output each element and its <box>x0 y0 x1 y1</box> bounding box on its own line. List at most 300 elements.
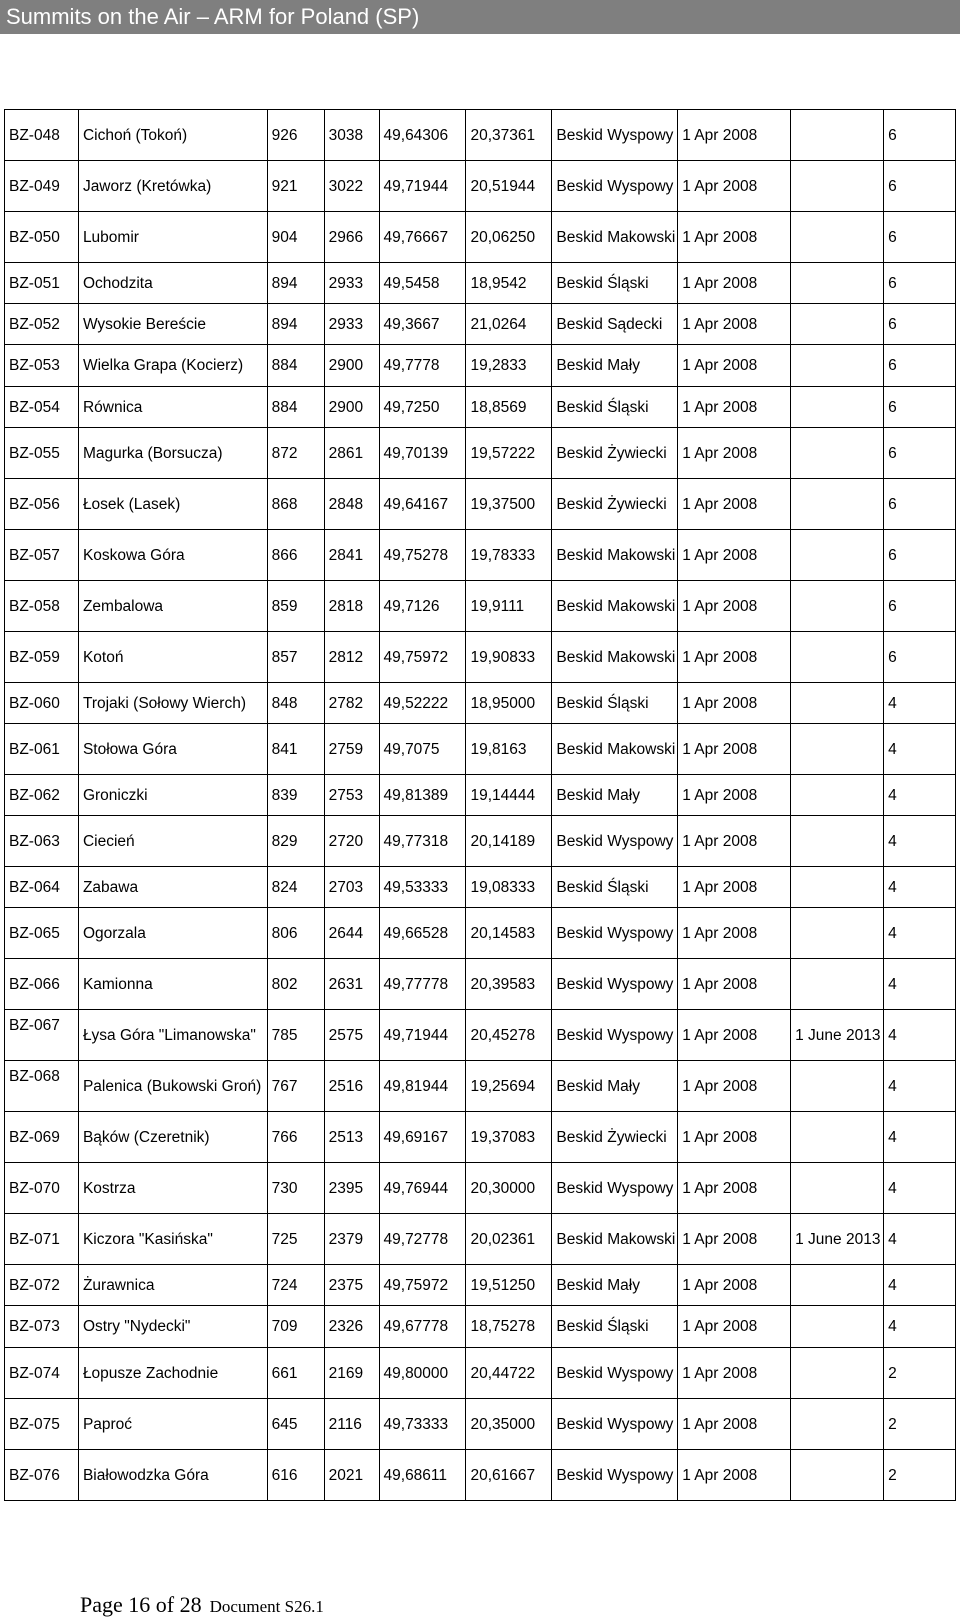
page-header-title: Summits on the Air – ARM for Poland (SP) <box>6 4 420 29</box>
longitude-cell: 19,57222 <box>466 428 552 479</box>
valid-from-cell: 1 Apr 2008 <box>678 632 791 683</box>
longitude-cell: 20,14583 <box>466 908 552 959</box>
longitude-cell: 18,9542 <box>466 263 552 304</box>
points-cell: 4 <box>884 1265 956 1306</box>
points-cell: 6 <box>884 632 956 683</box>
region-cell: Beskid Wyspowy <box>552 1348 678 1399</box>
table-row <box>5 110 956 161</box>
table-row <box>5 1399 956 1450</box>
valid-from-cell: 1 Apr 2008 <box>678 1163 791 1214</box>
points-cell: 4 <box>884 908 956 959</box>
valid-from-cell: 1 Apr 2008 <box>678 1399 791 1450</box>
valid-to-cell <box>791 775 884 816</box>
latitude-cell: 49,77778 <box>379 959 466 1010</box>
summit-ref-cell: BZ-065 <box>5 908 79 959</box>
valid-from-cell: 1 Apr 2008 <box>678 212 791 263</box>
table-row <box>5 530 956 581</box>
summit-ref-cell: BZ-068 <box>5 1061 79 1112</box>
latitude-cell: 49,76667 <box>379 212 466 263</box>
table-row <box>5 683 956 724</box>
latitude-cell: 49,81389 <box>379 775 466 816</box>
valid-to-cell <box>791 1061 884 1112</box>
height-ft-cell: 2966 <box>324 212 379 263</box>
latitude-cell: 49,7075 <box>379 724 466 775</box>
region-cell: Beskid Mały <box>552 345 678 387</box>
region-cell: Beskid Makowski <box>552 581 678 632</box>
longitude-cell: 20,44722 <box>466 1348 552 1399</box>
summit-ref-cell: BZ-066 <box>5 959 79 1010</box>
valid-to-cell: 1 June 2013 <box>791 1214 884 1265</box>
points-cell: 6 <box>884 530 956 581</box>
height-m-cell: 868 <box>267 479 324 530</box>
valid-to-cell: 1 June 2013 <box>791 1010 884 1061</box>
page-number: Page 16 of 28 <box>80 1592 202 1617</box>
summit-name-cell: Wysokie Bereście <box>78 304 267 345</box>
points-cell: 6 <box>884 345 956 387</box>
summit-table-body <box>5 110 956 1501</box>
valid-to-cell <box>791 1112 884 1163</box>
valid-from-cell: 1 Apr 2008 <box>678 775 791 816</box>
height-ft-cell: 2169 <box>324 1348 379 1399</box>
summit-ref-cell: BZ-056 <box>5 479 79 530</box>
table-row <box>5 632 956 683</box>
summit-name-cell: Łysa Góra "Limanowska" <box>78 1010 267 1061</box>
valid-from-cell: 1 Apr 2008 <box>678 263 791 304</box>
region-cell: Beskid Wyspowy <box>552 816 678 867</box>
points-cell: 4 <box>884 683 956 724</box>
height-m-cell: 866 <box>267 530 324 581</box>
height-ft-cell: 2703 <box>324 867 379 908</box>
region-cell: Beskid Wyspowy <box>552 161 678 212</box>
height-ft-cell: 2375 <box>324 1265 379 1306</box>
longitude-cell: 18,95000 <box>466 683 552 724</box>
valid-from-cell: 1 Apr 2008 <box>678 1061 791 1112</box>
latitude-cell: 49,71944 <box>379 161 466 212</box>
summit-ref-cell: BZ-074 <box>5 1348 79 1399</box>
points-cell: 6 <box>884 304 956 345</box>
height-ft-cell: 2848 <box>324 479 379 530</box>
table-row <box>5 1265 956 1306</box>
region-cell: Beskid Mały <box>552 1265 678 1306</box>
longitude-cell: 20,61667 <box>466 1450 552 1501</box>
region-cell: Beskid Makowski <box>552 632 678 683</box>
points-cell: 4 <box>884 1112 956 1163</box>
points-cell: 2 <box>884 1348 956 1399</box>
height-m-cell: 872 <box>267 428 324 479</box>
valid-from-cell: 1 Apr 2008 <box>678 959 791 1010</box>
height-ft-cell: 2116 <box>324 1399 379 1450</box>
latitude-cell: 49,75972 <box>379 632 466 683</box>
summit-name-cell: Palenica (Bukowski Groń) <box>78 1061 267 1112</box>
summit-ref-cell: BZ-053 <box>5 345 79 387</box>
latitude-cell: 49,64306 <box>379 110 466 161</box>
points-cell: 6 <box>884 428 956 479</box>
region-cell: Beskid Śląski <box>552 263 678 304</box>
table-row <box>5 816 956 867</box>
table-row <box>5 1348 956 1399</box>
table-row <box>5 1450 956 1501</box>
valid-from-cell: 1 Apr 2008 <box>678 1450 791 1501</box>
valid-to-cell <box>791 212 884 263</box>
height-ft-cell: 2818 <box>324 581 379 632</box>
valid-to-cell <box>791 110 884 161</box>
latitude-cell: 49,66528 <box>379 908 466 959</box>
height-ft-cell: 2812 <box>324 632 379 683</box>
latitude-cell: 49,7126 <box>379 581 466 632</box>
region-cell: Beskid Wyspowy <box>552 1010 678 1061</box>
table-row <box>5 581 956 632</box>
height-ft-cell: 2841 <box>324 530 379 581</box>
latitude-cell: 49,7250 <box>379 387 466 428</box>
height-ft-cell: 2759 <box>324 724 379 775</box>
height-ft-cell: 2513 <box>324 1112 379 1163</box>
summit-ref-cell: BZ-048 <box>5 110 79 161</box>
height-ft-cell: 2933 <box>324 304 379 345</box>
valid-to-cell <box>791 387 884 428</box>
table-row <box>5 1214 956 1265</box>
valid-to-cell <box>791 632 884 683</box>
height-m-cell: 921 <box>267 161 324 212</box>
region-cell: Beskid Śląski <box>552 387 678 428</box>
valid-to-cell <box>791 304 884 345</box>
region-cell: Beskid Żywiecki <box>552 428 678 479</box>
summit-ref-cell: BZ-067 <box>5 1010 79 1061</box>
valid-from-cell: 1 Apr 2008 <box>678 1010 791 1061</box>
valid-from-cell: 1 Apr 2008 <box>678 345 791 387</box>
longitude-cell: 19,8163 <box>466 724 552 775</box>
longitude-cell: 19,37500 <box>466 479 552 530</box>
summit-name-cell: Paproć <box>78 1399 267 1450</box>
summit-name-cell: Łosek (Lasek) <box>78 479 267 530</box>
height-m-cell: 884 <box>267 345 324 387</box>
valid-to-cell <box>791 1399 884 1450</box>
height-m-cell: 730 <box>267 1163 324 1214</box>
table-row <box>5 775 956 816</box>
table-row <box>5 263 956 304</box>
summit-name-cell: Ostry "Nydecki" <box>78 1306 267 1348</box>
height-m-cell: 904 <box>267 212 324 263</box>
latitude-cell: 49,75278 <box>379 530 466 581</box>
document-reference: Document S26.1 <box>209 1597 324 1616</box>
latitude-cell: 49,71944 <box>379 1010 466 1061</box>
region-cell: Beskid Makowski <box>552 724 678 775</box>
table-row <box>5 161 956 212</box>
height-m-cell: 848 <box>267 683 324 724</box>
summit-name-cell: Łopusze Zachodnie <box>78 1348 267 1399</box>
longitude-cell: 20,39583 <box>466 959 552 1010</box>
summit-name-cell: Ciecień <box>78 816 267 867</box>
summit-ref-cell: BZ-054 <box>5 387 79 428</box>
points-cell: 4 <box>884 1163 956 1214</box>
summit-ref-cell: BZ-060 <box>5 683 79 724</box>
valid-from-cell: 1 Apr 2008 <box>678 683 791 724</box>
table-row <box>5 724 956 775</box>
valid-to-cell <box>791 479 884 530</box>
points-cell: 6 <box>884 479 956 530</box>
latitude-cell: 49,64167 <box>379 479 466 530</box>
height-ft-cell: 2516 <box>324 1061 379 1112</box>
summit-ref-cell: BZ-073 <box>5 1306 79 1348</box>
region-cell: Beskid Makowski <box>552 212 678 263</box>
points-cell: 6 <box>884 387 956 428</box>
valid-to-cell <box>791 908 884 959</box>
points-cell: 2 <box>884 1450 956 1501</box>
height-m-cell: 839 <box>267 775 324 816</box>
valid-from-cell: 1 Apr 2008 <box>678 530 791 581</box>
latitude-cell: 49,72778 <box>379 1214 466 1265</box>
height-m-cell: 841 <box>267 724 324 775</box>
region-cell: Beskid Sądecki <box>552 304 678 345</box>
valid-to-cell <box>791 959 884 1010</box>
valid-from-cell: 1 Apr 2008 <box>678 724 791 775</box>
summit-ref-cell: BZ-075 <box>5 1399 79 1450</box>
height-ft-cell: 2900 <box>324 345 379 387</box>
table-row <box>5 479 956 530</box>
height-m-cell: 709 <box>267 1306 324 1348</box>
valid-to-cell <box>791 1163 884 1214</box>
summit-name-cell: Bąków (Czeretnik) <box>78 1112 267 1163</box>
latitude-cell: 49,67778 <box>379 1306 466 1348</box>
points-cell: 4 <box>884 1214 956 1265</box>
height-m-cell: 894 <box>267 304 324 345</box>
valid-to-cell <box>791 581 884 632</box>
summit-name-cell: Stołowa Góra <box>78 724 267 775</box>
region-cell: Beskid Wyspowy <box>552 110 678 161</box>
valid-to-cell <box>791 816 884 867</box>
latitude-cell: 49,5458 <box>379 263 466 304</box>
valid-to-cell <box>791 1348 884 1399</box>
valid-from-cell: 1 Apr 2008 <box>678 1306 791 1348</box>
summit-name-cell: Żurawnica <box>78 1265 267 1306</box>
summit-ref-cell: BZ-057 <box>5 530 79 581</box>
summit-name-cell: Groniczki <box>78 775 267 816</box>
latitude-cell: 49,7778 <box>379 345 466 387</box>
summit-ref-cell: BZ-071 <box>5 1214 79 1265</box>
longitude-cell: 20,45278 <box>466 1010 552 1061</box>
table-row <box>5 1306 956 1348</box>
valid-to-cell <box>791 530 884 581</box>
height-m-cell: 645 <box>267 1399 324 1450</box>
table-row <box>5 1112 956 1163</box>
region-cell: Beskid Wyspowy <box>552 1163 678 1214</box>
summit-name-cell: Magurka (Borsucza) <box>78 428 267 479</box>
points-cell: 4 <box>884 816 956 867</box>
height-m-cell: 859 <box>267 581 324 632</box>
points-cell: 6 <box>884 212 956 263</box>
longitude-cell: 20,30000 <box>466 1163 552 1214</box>
table-row <box>5 1163 956 1214</box>
summit-name-cell: Koskowa Góra <box>78 530 267 581</box>
valid-from-cell: 1 Apr 2008 <box>678 908 791 959</box>
table-row <box>5 908 956 959</box>
height-m-cell: 661 <box>267 1348 324 1399</box>
points-cell: 4 <box>884 775 956 816</box>
summit-name-cell: Kamionna <box>78 959 267 1010</box>
valid-from-cell: 1 Apr 2008 <box>678 428 791 479</box>
height-m-cell: 857 <box>267 632 324 683</box>
summit-name-cell: Trojaki (Sołowy Wierch) <box>78 683 267 724</box>
summit-name-cell: Jaworz (Kretówka) <box>78 161 267 212</box>
longitude-cell: 19,78333 <box>466 530 552 581</box>
height-m-cell: 894 <box>267 263 324 304</box>
height-ft-cell: 2575 <box>324 1010 379 1061</box>
valid-to-cell <box>791 161 884 212</box>
valid-to-cell <box>791 867 884 908</box>
height-m-cell: 884 <box>267 387 324 428</box>
longitude-cell: 19,37083 <box>466 1112 552 1163</box>
longitude-cell: 20,06250 <box>466 212 552 263</box>
height-ft-cell: 2644 <box>324 908 379 959</box>
longitude-cell: 20,51944 <box>466 161 552 212</box>
summit-ref-cell: BZ-050 <box>5 212 79 263</box>
region-cell: Beskid Żywiecki <box>552 479 678 530</box>
summit-name-cell: Zembalowa <box>78 581 267 632</box>
height-m-cell: 829 <box>267 816 324 867</box>
points-cell: 2 <box>884 1399 956 1450</box>
longitude-cell: 18,8569 <box>466 387 552 428</box>
region-cell: Beskid Wyspowy <box>552 959 678 1010</box>
points-cell: 4 <box>884 1010 956 1061</box>
summit-ref-cell: BZ-052 <box>5 304 79 345</box>
region-cell: Beskid Wyspowy <box>552 1399 678 1450</box>
summit-ref-cell: BZ-061 <box>5 724 79 775</box>
points-cell: 6 <box>884 581 956 632</box>
latitude-cell: 49,73333 <box>379 1399 466 1450</box>
longitude-cell: 19,25694 <box>466 1061 552 1112</box>
valid-to-cell <box>791 683 884 724</box>
region-cell: Beskid Żywiecki <box>552 1112 678 1163</box>
summit-name-cell: Lubomir <box>78 212 267 263</box>
summit-ref-cell: BZ-059 <box>5 632 79 683</box>
valid-from-cell: 1 Apr 2008 <box>678 1348 791 1399</box>
valid-to-cell <box>791 263 884 304</box>
height-ft-cell: 2782 <box>324 683 379 724</box>
summit-name-cell: Zabawa <box>78 867 267 908</box>
table-row <box>5 345 956 387</box>
points-cell: 4 <box>884 959 956 1010</box>
latitude-cell: 49,80000 <box>379 1348 466 1399</box>
valid-from-cell: 1 Apr 2008 <box>678 161 791 212</box>
summit-ref-cell: BZ-049 <box>5 161 79 212</box>
region-cell: Beskid Mały <box>552 1061 678 1112</box>
region-cell: Beskid Wyspowy <box>552 1450 678 1501</box>
summit-name-cell: Równica <box>78 387 267 428</box>
height-ft-cell: 2861 <box>324 428 379 479</box>
latitude-cell: 49,81944 <box>379 1061 466 1112</box>
table-row <box>5 959 956 1010</box>
height-ft-cell: 2326 <box>324 1306 379 1348</box>
summit-ref-cell: BZ-064 <box>5 867 79 908</box>
summit-table <box>4 109 956 1501</box>
height-ft-cell: 2933 <box>324 263 379 304</box>
region-cell: Beskid Makowski <box>552 1214 678 1265</box>
longitude-cell: 19,90833 <box>466 632 552 683</box>
valid-from-cell: 1 Apr 2008 <box>678 1265 791 1306</box>
valid-to-cell <box>791 1306 884 1348</box>
region-cell: Beskid Śląski <box>552 867 678 908</box>
summit-ref-cell: BZ-055 <box>5 428 79 479</box>
height-m-cell: 766 <box>267 1112 324 1163</box>
height-m-cell: 785 <box>267 1010 324 1061</box>
points-cell: 6 <box>884 161 956 212</box>
longitude-cell: 18,75278 <box>466 1306 552 1348</box>
valid-from-cell: 1 Apr 2008 <box>678 867 791 908</box>
height-m-cell: 724 <box>267 1265 324 1306</box>
valid-from-cell: 1 Apr 2008 <box>678 110 791 161</box>
height-ft-cell: 2720 <box>324 816 379 867</box>
points-cell: 4 <box>884 724 956 775</box>
height-m-cell: 767 <box>267 1061 324 1112</box>
height-m-cell: 802 <box>267 959 324 1010</box>
longitude-cell: 19,08333 <box>466 867 552 908</box>
summit-name-cell: Kiczora "Kasińska" <box>78 1214 267 1265</box>
valid-from-cell: 1 Apr 2008 <box>678 1214 791 1265</box>
latitude-cell: 49,52222 <box>379 683 466 724</box>
height-ft-cell: 3038 <box>324 110 379 161</box>
height-m-cell: 926 <box>267 110 324 161</box>
longitude-cell: 20,02361 <box>466 1214 552 1265</box>
points-cell: 6 <box>884 110 956 161</box>
points-cell: 4 <box>884 867 956 908</box>
height-ft-cell: 2900 <box>324 387 379 428</box>
latitude-cell: 49,77318 <box>379 816 466 867</box>
longitude-cell: 20,35000 <box>466 1399 552 1450</box>
height-ft-cell: 3022 <box>324 161 379 212</box>
latitude-cell: 49,76944 <box>379 1163 466 1214</box>
latitude-cell: 49,69167 <box>379 1112 466 1163</box>
height-m-cell: 824 <box>267 867 324 908</box>
summit-ref-cell: BZ-063 <box>5 816 79 867</box>
summit-ref-cell: BZ-058 <box>5 581 79 632</box>
height-m-cell: 806 <box>267 908 324 959</box>
longitude-cell: 19,9111 <box>466 581 552 632</box>
region-cell: Beskid Wyspowy <box>552 908 678 959</box>
height-ft-cell: 2631 <box>324 959 379 1010</box>
table-row <box>5 387 956 428</box>
summit-name-cell: Białowodzka Góra <box>78 1450 267 1501</box>
summit-name-cell: Wielka Grapa (Kocierz) <box>78 345 267 387</box>
longitude-cell: 19,2833 <box>466 345 552 387</box>
valid-from-cell: 1 Apr 2008 <box>678 304 791 345</box>
summit-ref-cell: BZ-076 <box>5 1450 79 1501</box>
latitude-cell: 49,68611 <box>379 1450 466 1501</box>
valid-to-cell <box>791 724 884 775</box>
height-ft-cell: 2753 <box>324 775 379 816</box>
latitude-cell: 49,3667 <box>379 304 466 345</box>
longitude-cell: 20,14189 <box>466 816 552 867</box>
longitude-cell: 21,0264 <box>466 304 552 345</box>
summit-ref-cell: BZ-062 <box>5 775 79 816</box>
points-cell: 4 <box>884 1306 956 1348</box>
table-row <box>5 1061 956 1112</box>
latitude-cell: 49,70139 <box>379 428 466 479</box>
valid-to-cell <box>791 1450 884 1501</box>
height-ft-cell: 2021 <box>324 1450 379 1501</box>
table-row <box>5 867 956 908</box>
region-cell: Beskid Mały <box>552 775 678 816</box>
valid-to-cell <box>791 345 884 387</box>
summit-name-cell: Kotoń <box>78 632 267 683</box>
height-m-cell: 616 <box>267 1450 324 1501</box>
summit-ref-cell: BZ-072 <box>5 1265 79 1306</box>
height-ft-cell: 2395 <box>324 1163 379 1214</box>
height-m-cell: 725 <box>267 1214 324 1265</box>
summit-name-cell: Cichoń (Tokoń) <box>78 110 267 161</box>
summit-name-cell: Ogorzala <box>78 908 267 959</box>
summit-ref-cell: BZ-070 <box>5 1163 79 1214</box>
summit-name-cell: Kostrza <box>78 1163 267 1214</box>
latitude-cell: 49,75972 <box>379 1265 466 1306</box>
